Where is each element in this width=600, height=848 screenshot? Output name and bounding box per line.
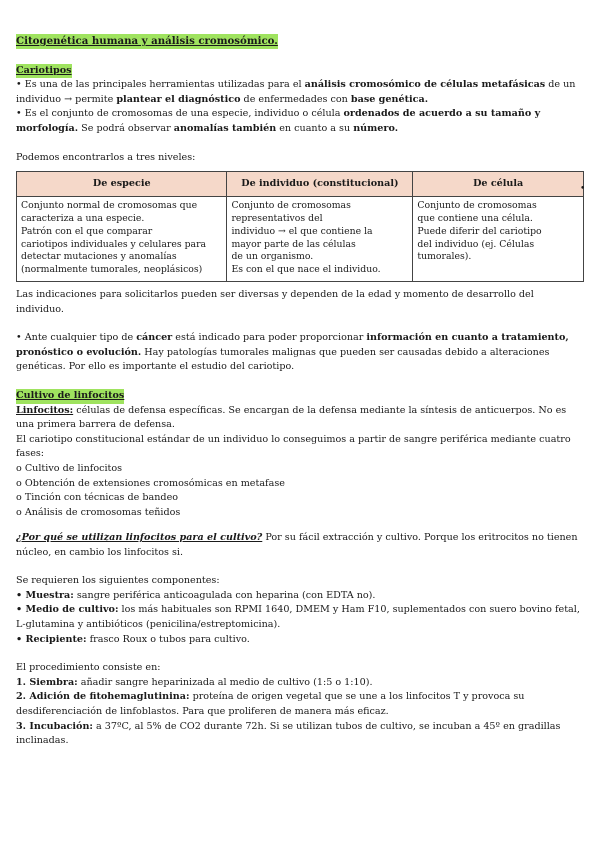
text-run: frasco Roux o tubos para cultivo. xyxy=(86,633,250,645)
cell-line: Conjunto de cromosomas xyxy=(417,200,537,212)
bold-run: Linfocitos: xyxy=(16,404,74,416)
bold-run: análisis cromosómico de células metafásicas xyxy=(304,79,546,91)
cell-line: individuo → el que contiene la xyxy=(231,225,373,237)
components-intro: Se requieren los siguientes componentes: xyxy=(16,575,220,587)
table-cell-celula xyxy=(413,197,584,282)
text-run: • Es el conjunto de cromosomas de una especie, individuo o célula xyxy=(16,108,344,120)
stray-bullet: • xyxy=(580,184,586,194)
bold-run: anomalías también xyxy=(173,122,277,134)
text-run: añadir sangre heparinizada al medio de cultivo (1:5 o 1:10). xyxy=(77,676,373,688)
paragraph-cariotipo-constitucional: El cariotipo constitucional estándar de un individuo lo conseguimos a partir de sangre periférica mediante cuatro fases: xyxy=(16,433,571,460)
table-header: De individuo (constitucional) xyxy=(227,172,413,197)
table-cell-especie xyxy=(17,197,227,282)
text-run: de un individuo → permite xyxy=(16,79,576,105)
question-run: ¿Por qué se utilizan linfocitos para el cultivo? xyxy=(16,532,263,544)
cell-line: Conjunto de cromosomas xyxy=(231,200,351,212)
cell-line: cariotipos individuales y celulares para xyxy=(21,238,207,250)
paragraph-cariotipo-definition xyxy=(16,78,584,107)
bold-run: • Recipiente: xyxy=(16,633,87,645)
phases-list xyxy=(16,462,584,521)
procedure-step xyxy=(16,690,584,719)
text-run: • Ante cualquier tipo de xyxy=(16,332,137,344)
bold-run: • Muestra: xyxy=(16,589,74,601)
bold-run: número. xyxy=(353,122,399,134)
component-item xyxy=(16,589,584,604)
document-title: Citogenética humana y análisis cromosómico. xyxy=(16,35,278,47)
cell-line: mayor parte de las células xyxy=(231,238,356,250)
table-cell-individuo xyxy=(227,197,413,282)
bold-run: plantear el diagnóstico xyxy=(116,93,241,105)
text-run: de enfermedades con xyxy=(240,93,351,105)
bold-run: ordenados de acuerdo a su tamaño y morfología. xyxy=(16,108,541,134)
cell-line: caracteriza a una especie. xyxy=(21,212,145,224)
section-heading-cultivo: Cultivo de linfocitos xyxy=(16,389,124,404)
text-run: en cuanto a su xyxy=(276,122,354,134)
text-run: Por su fácil extracción y cultivo. Porque los eritrocitos no tienen núcleo, en cambio los linfocitos si. xyxy=(16,532,578,558)
text-run: está indicado para poder proporcionar xyxy=(172,332,367,344)
procedure-step xyxy=(16,676,584,691)
cell-line: Patrón con el que comparar xyxy=(21,225,153,237)
text-run: sangre periférica anticoagulada con heparina (con EDTA no). xyxy=(73,589,376,601)
text-run: Hay patologías tumorales malignas que pueden ser causadas debido a alteraciones genéticas. Por ello es importante el estudio del cariotipo. xyxy=(16,346,550,373)
component-item xyxy=(16,633,584,648)
text-run: proteína de origen vegetal que se une a los linfocitos T y provoca su desdiferenciación de linfoblastos. Para que proliferen de manera más eficaz. xyxy=(16,691,525,717)
cell-line: tumorales). xyxy=(417,251,472,263)
text-run: Se podrá observar xyxy=(78,122,174,134)
indications-paragraph: Las indicaciones para solicitarlos pueden ser diversas y dependen de la edad y momento de desarrollo del individuo. xyxy=(16,288,534,315)
cell-line: Puede diferir del cariotipo xyxy=(417,225,542,237)
list-item: o Tinción con técnicas de bandeo xyxy=(16,492,179,504)
bold-run: 2. Adición de fitohemaglutinina: xyxy=(16,691,190,703)
cell-line: de un organismo. xyxy=(231,251,314,263)
text-run: los más habituales son RPMI 1640, DMEM y Ham F10, suplementados con suero bovino fetal, L-glutamina y antibióticos (penicilina/estreptomicina). xyxy=(16,604,580,631)
paragraph-cancer xyxy=(16,331,584,375)
cell-line: Conjunto normal de cromosomas que xyxy=(21,200,198,212)
cell-line: representativos del xyxy=(231,212,323,224)
levels-table xyxy=(16,171,584,282)
paragraph-cariotipo-conjunto xyxy=(16,107,584,136)
bold-run: cáncer xyxy=(136,332,173,344)
text-run: • Es una de las principales herramientas utilizadas para el xyxy=(16,79,305,91)
table-header: De especie xyxy=(17,172,227,197)
text-run: a 37ºC, al 5% de CO2 durante 72h. Si se utilizan tubos de cultivo, se incuban a 45º en gradillas inclinadas. xyxy=(16,720,561,747)
bold-run: información en cuanto a tratamiento, pronóstico o evolución. xyxy=(16,332,569,358)
paragraph-linfocitos xyxy=(16,404,584,433)
component-item xyxy=(16,603,584,632)
cell-line: (normalmente tumorales, neoplásicos) xyxy=(21,264,203,276)
list-item: o Cultivo de linfocitos xyxy=(16,462,123,474)
bold-run: • Medio de cultivo: xyxy=(16,604,119,616)
document-page xyxy=(16,34,584,749)
bold-run: base genética. xyxy=(350,93,429,105)
procedure-intro: El procedimiento consiste en: xyxy=(16,662,161,674)
procedure-step xyxy=(16,720,584,749)
cell-line: que contiene una célula. xyxy=(417,212,533,224)
levels-intro: Podemos encontrarlos a tres niveles: xyxy=(16,151,196,163)
bold-run: 3. Incubación: xyxy=(16,720,93,732)
paragraph-question xyxy=(16,531,584,560)
cell-line: Es con el que nace el individuo. xyxy=(231,264,381,276)
list-item: o Análisis de cromosomas teñidos xyxy=(16,507,181,519)
list-item: o Obtención de extensiones cromosómicas en metafase xyxy=(16,477,285,489)
cell-line: del individuo (ej. Células xyxy=(417,238,535,250)
table-header: De célula xyxy=(413,172,584,197)
bold-run: 1. Siembra: xyxy=(16,676,78,688)
section-heading-cariotipos: Cariotipos xyxy=(16,64,72,79)
cell-line: detectar mutaciones y anomalías xyxy=(21,251,177,263)
text-run: células de defensa específicas. Se encargan de la defensa mediante la síntesis de anticuerpos. No es una primera barrera de defensa. xyxy=(16,404,567,431)
